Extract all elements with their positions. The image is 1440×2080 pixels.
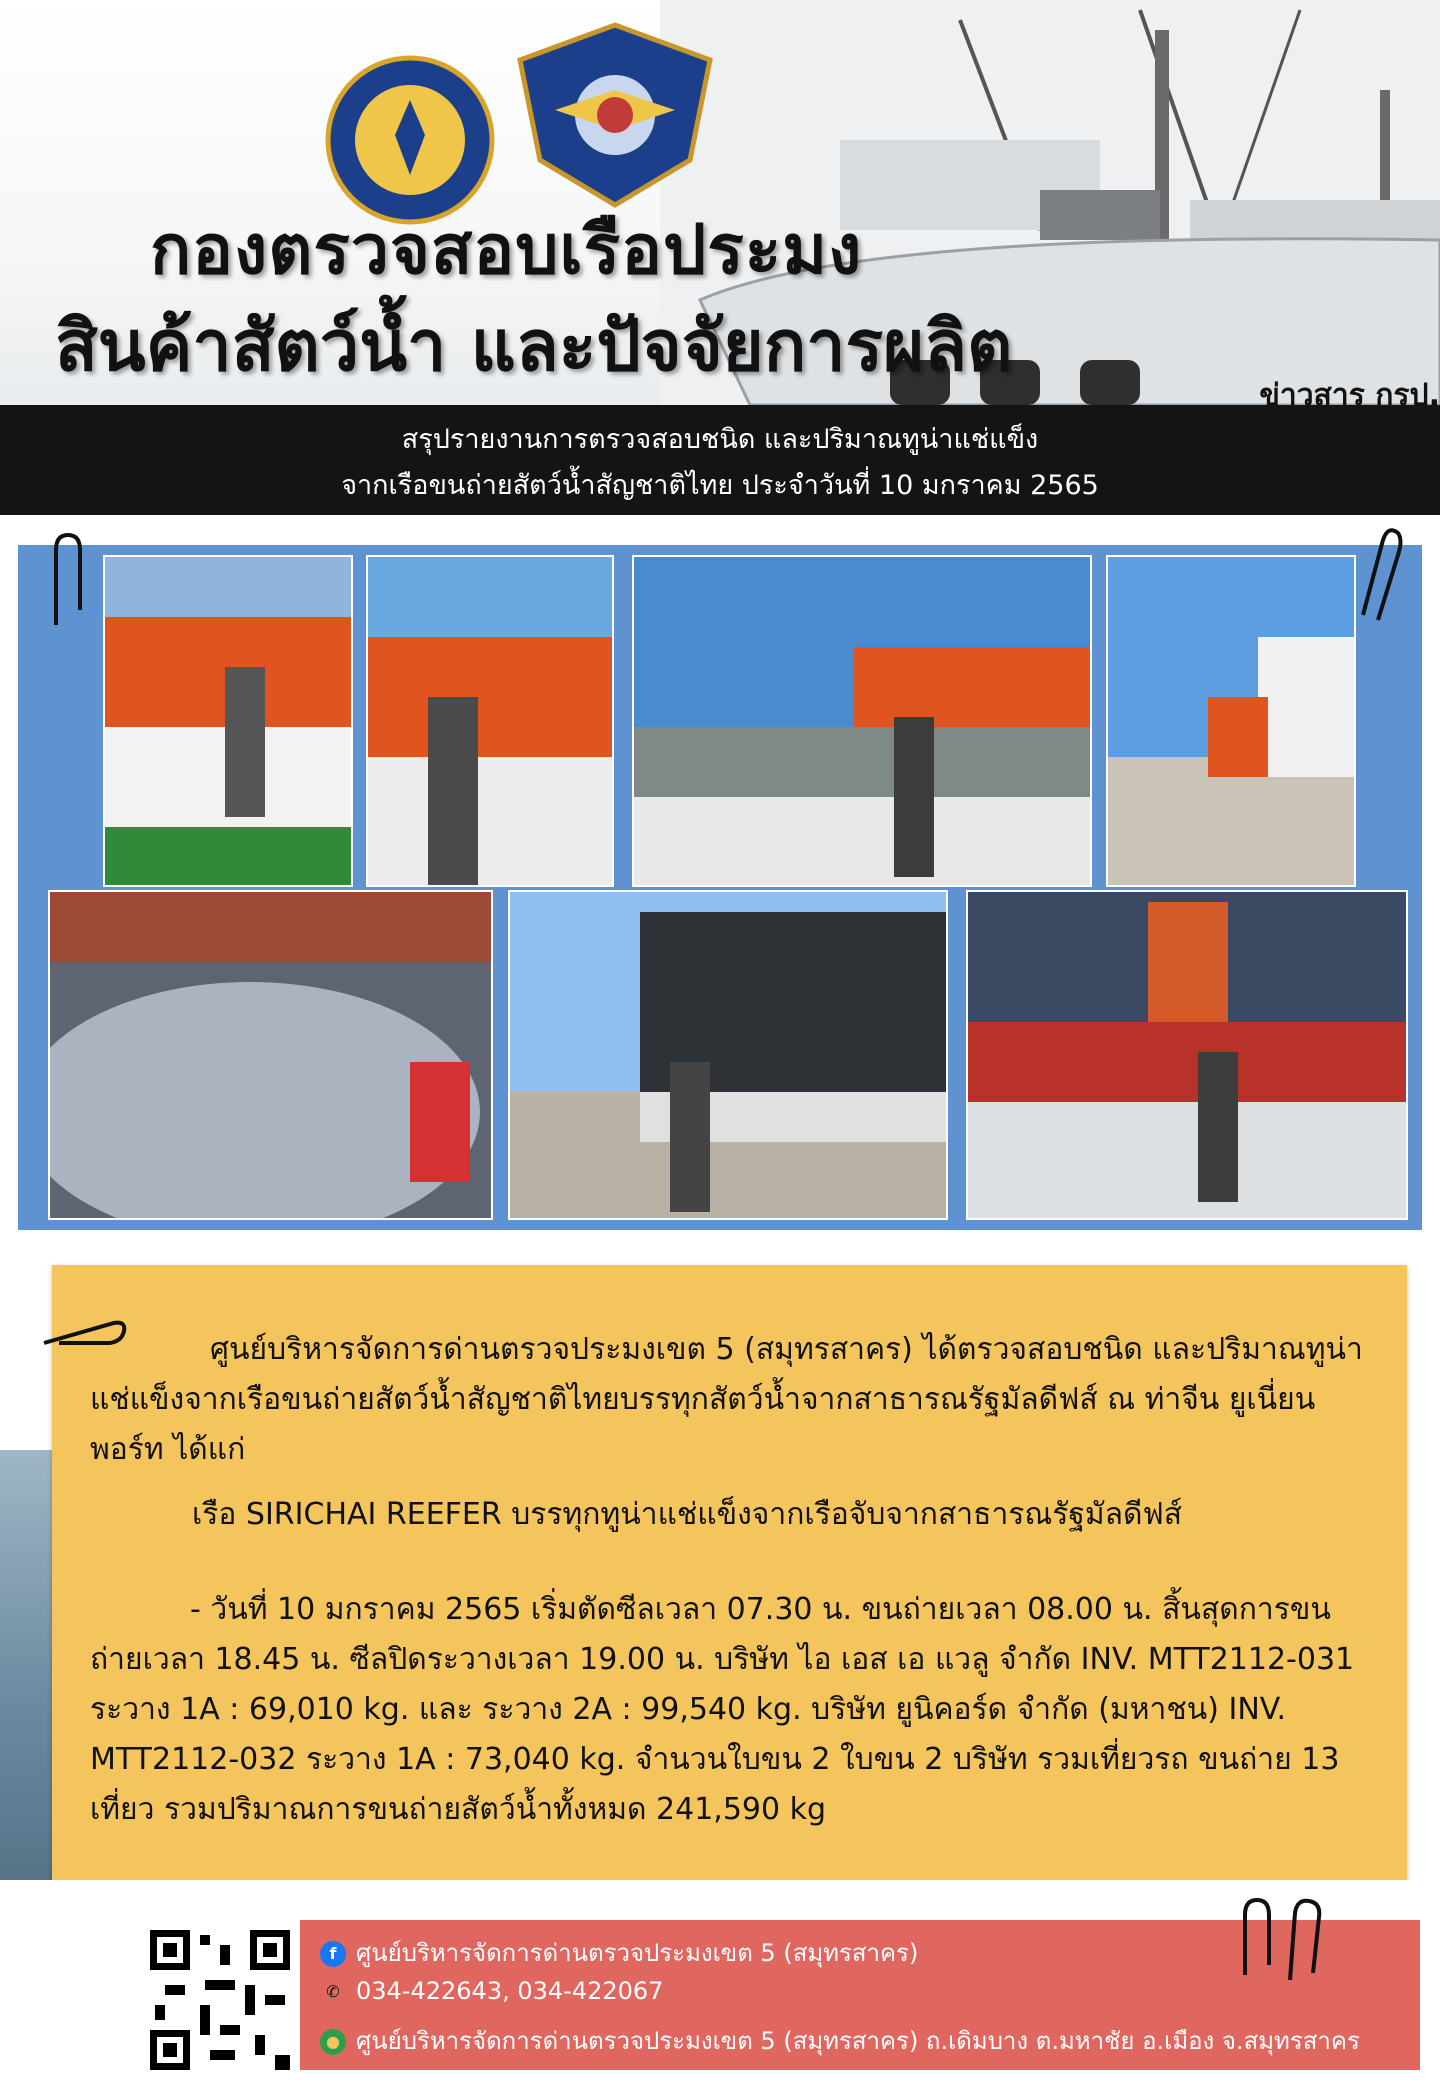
facebook-page-name: ศูนย์บริหารจัดการด่านตรวจประมงเขต 5 (สมุทรสาคร): [356, 1939, 919, 1967]
report-paragraph-2: - วันที่ 10 มกราคม 2565 เริ่มตัดซีลเวลา 07.30 น. ขนถ่ายเวลา 08.00 น. สิ้นสุดการขนถ่ายเวลา 18.45 น. ซีลปิดระวางเวลา 19.00 น. บริษัท ไอ เอส เอ แวลู จำกัด INV. MTT2112-031 ระวาง 1A : 69,010 kg. และ ระวาง 2A : 99,540 kg. บริษัท ยูนิคอร์ด จำกัด (มหาชน) INV. MTT2112-032 ระวาง 1A : 73,040 kg. จำนวนใบขน 2 ใบขน 2 บริษัท รวมเที่ยวรถ ขนถ่าย 13 เที่ยว รวมปริมาณการขนถ่ายสัตว์น้ำทั้งหมด 241,590 kg: [90, 1592, 1355, 1827]
photo-inspector-hatch: [366, 555, 614, 887]
paperclip-icon: [48, 530, 88, 640]
address-contact[interactable]: [320, 2021, 1360, 2060]
page-title-line2: สินค้าสัตว์น้ำ และปัจจัยการผลิต: [55, 305, 1013, 387]
header-hero: [0, 0, 1440, 405]
phone-numbers: 034-422643, 034-422067: [356, 1977, 664, 2005]
address-text: ศูนย์บริหารจัดการด่านตรวจประมงเขต 5 (สมุทรสาคร) ถ.เดิมบาง ต.มหาชัย อ.เมือง จ.สมุทรสาคร: [356, 2027, 1360, 2055]
report-card: [52, 1265, 1407, 1883]
photo-safety-first-hold: [632, 555, 1092, 887]
photo-truck-seal: [508, 890, 948, 1220]
location-pin-icon: ●: [320, 2029, 346, 2055]
report-vessel-line: เรือ SIRICHAI REEFER บรรทุกทูน่าแช่แข็งจากเรือจับจากสาธารณรัฐมัลดีฟส์: [192, 1497, 1183, 1532]
subtitle-line2: จากเรือขนถ่ายสัตว์น้ำสัญชาติไทย ประจำวันที่ 10 มกราคม 2565: [341, 470, 1099, 501]
paperclip-icon: [1235, 1895, 1335, 1990]
qr-code[interactable]: [145, 1925, 295, 2075]
phone-icon: ✆: [326, 1982, 340, 2001]
photo-inspector-ship-deck: [103, 555, 353, 887]
fishery-inspection-logo: [515, 20, 715, 210]
photo-tuna-pile: [48, 890, 493, 1220]
news-tag: ข่าวสาร กรป.: [1259, 378, 1440, 405]
photo-night-unloading: [966, 890, 1408, 1220]
report-paragraph-1: ศูนย์บริหารจัดการด่านตรวจประมงเขต 5 (สมุทรสาคร) ได้ตรวจสอบชนิด และปริมาณทูน่าแช่แข็งจากเรือขนถ่ายสัตว์น้ำสัญชาติไทยบรรทุกสัตว์น้ำจากสาธารณรัฐมัลดีฟส์ ณ ท่าจีน ยูเนี่ยน พอร์ท ได้แก่: [90, 1332, 1363, 1467]
facebook-icon: f: [320, 1941, 346, 1967]
facebook-contact[interactable]: [320, 1933, 918, 1972]
subtitle-band: [0, 405, 1440, 515]
paperclip-icon: [1353, 525, 1403, 635]
photo-port-cranes: [1106, 555, 1356, 887]
page-title-line1: กองตรวจสอบเรือประมง: [150, 211, 863, 290]
photo-collage: [18, 545, 1422, 1230]
subtitle-line1: สรุปรายงานการตรวจสอบชนิด และปริมาณทูน่าแช่แข็ง: [401, 424, 1039, 455]
phone-contact[interactable]: [320, 1977, 663, 2005]
